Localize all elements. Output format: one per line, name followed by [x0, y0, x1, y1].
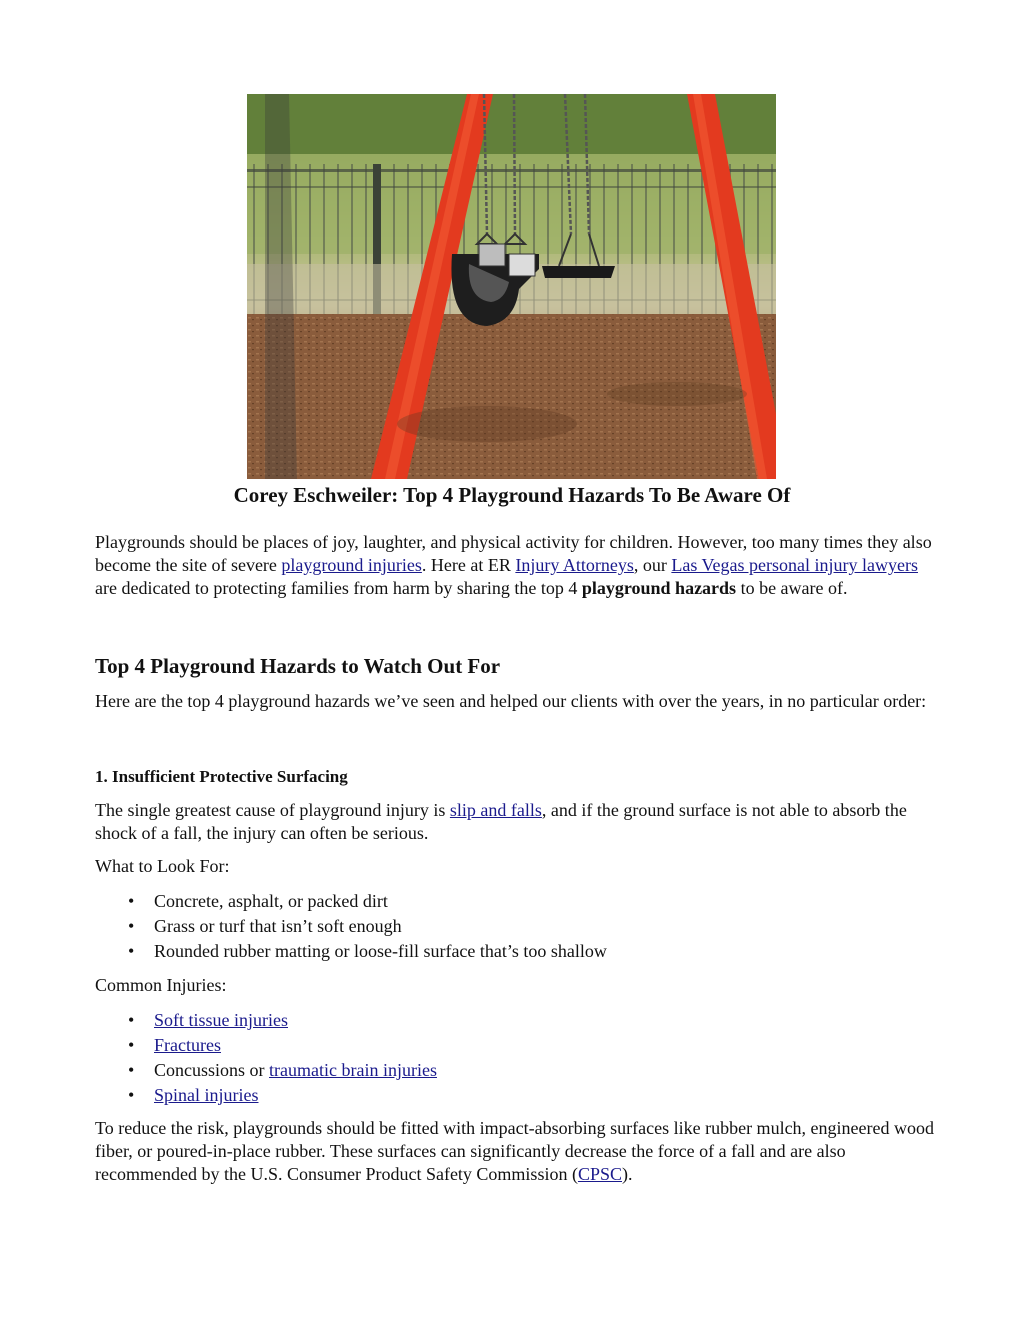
las-vegas-lawyers-link[interactable]: Las Vegas personal injury lawyers — [671, 555, 918, 575]
hazard-1-text-b: , and if the ground surface is not able to absorb the shock of a fall, the injury can often be serious. — [95, 800, 907, 843]
list-item — [128, 1008, 437, 1033]
list-item — [128, 1033, 437, 1058]
bullet-icon: • — [128, 941, 135, 961]
section-heading: Top 4 Playground Hazards to Watch Out For — [95, 654, 501, 678]
intro-text-1: Playgrounds should be places of joy, laughter, and physical activity for children. However, too many times they also become the site of severe — [95, 532, 932, 575]
intro-text-3: , our — [633, 555, 672, 575]
list-item — [128, 1083, 437, 1108]
intro-text-2: . Here at ER — [421, 555, 516, 575]
what-to-look-for-label: What to Look For: — [95, 856, 230, 876]
list-item: • Concrete, asphalt, or packed dirt — [128, 889, 607, 914]
list-item: • Grass or turf that isn’t soft enough — [128, 914, 607, 939]
playground-injuries-link[interactable]: playground injuries — [281, 555, 422, 575]
hazard-1-closing-paragraph — [95, 1117, 940, 1186]
hazard-1-text-a: The single greatest cause of playground injury is — [95, 800, 450, 820]
section-lead-paragraph: Here are the top 4 playground hazards we’ve seen and helped our clients with over the years, in no particular order: — [95, 691, 927, 711]
bullet-icon: • — [128, 1060, 135, 1080]
article-title: Corey Eschweiler: Top 4 Playground Hazards To Be Aware Of — [233, 483, 791, 507]
hazard-1-paragraph — [95, 799, 940, 845]
bullet-icon: • — [128, 891, 135, 911]
bullet-icon: • — [128, 1010, 135, 1030]
fractures-link[interactable]: Fractures — [154, 1035, 221, 1055]
list-item: • Rounded rubber matting or loose-fill surface that’s too shallow — [128, 939, 607, 964]
bullet-icon: • — [128, 1085, 135, 1105]
bullet-icon: • — [128, 1035, 135, 1055]
hazard-1-heading: 1. Insufficient Protective Surfacing — [95, 767, 348, 786]
injury-attorneys-link[interactable]: Injury Attorneys — [515, 555, 634, 575]
intro-text-4: are dedicated to protecting families from harm by sharing the top 4 — [95, 578, 582, 598]
injuries-list — [128, 1008, 437, 1108]
spinal-injuries-link[interactable]: Spinal injuries — [154, 1085, 259, 1105]
traumatic-brain-injuries-link[interactable]: traumatic brain injuries — [269, 1060, 437, 1080]
look-for-list — [128, 889, 607, 964]
closing-text-b: ). — [622, 1164, 633, 1184]
soft-tissue-injuries-link[interactable]: Soft tissue injuries — [154, 1010, 288, 1030]
bullet-icon: • — [128, 916, 135, 936]
cpsc-link[interactable]: CPSC — [577, 1164, 622, 1184]
intro-bold-text: playground hazards — [581, 578, 737, 598]
common-injuries-label: Common Injuries: — [95, 975, 227, 995]
playground-swing-photo — [247, 94, 776, 479]
slip-and-falls-link[interactable]: slip and falls — [449, 800, 542, 820]
list-item: • Concussions or traumatic brain injuries — [128, 1058, 437, 1083]
intro-paragraph — [95, 531, 940, 600]
closing-text-a: To reduce the risk, playgrounds should be fitted with impact-absorbing surfaces like rubber mulch, engineered wood fiber, or poured-in-place rubber. These surfaces can significantly decrease the force of a fall and are also recommended by the U.S. Consumer Product Safety Commission ( — [95, 1118, 935, 1184]
intro-text-5: to be aware of. — [736, 578, 848, 598]
